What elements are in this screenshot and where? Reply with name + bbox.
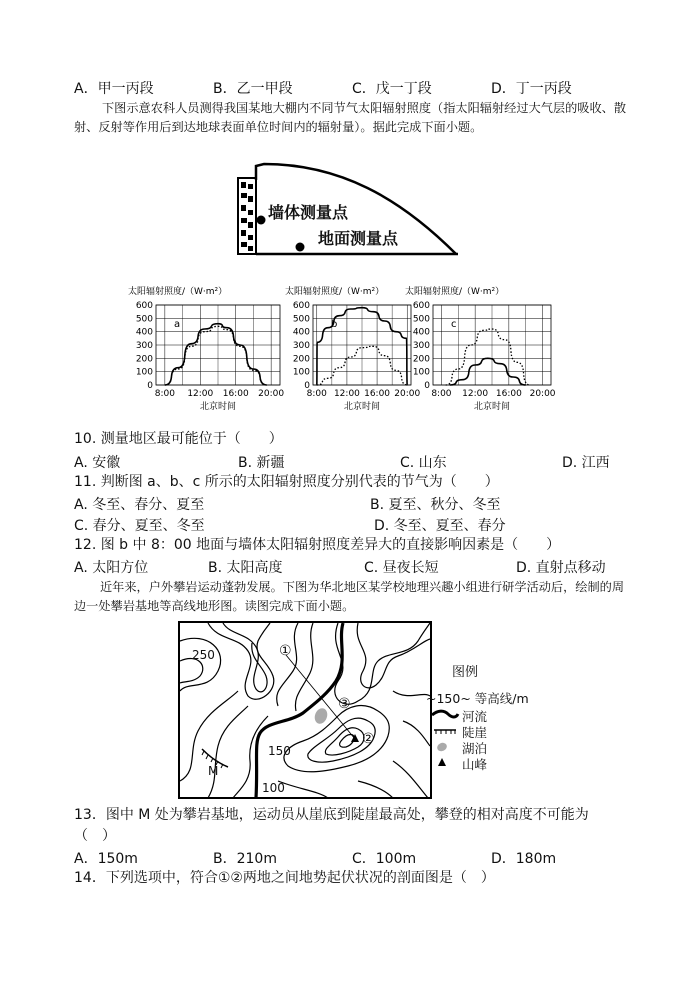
y-tick-label: 300 bbox=[412, 341, 430, 351]
x-tick-label: 12:00 bbox=[333, 389, 360, 399]
y-tick-label: 400 bbox=[412, 327, 430, 338]
legend-lake: 湖泊 bbox=[462, 741, 488, 756]
panel-label: a bbox=[174, 319, 181, 330]
q10-option-c: C. 山东 bbox=[400, 455, 447, 471]
x-tick-label: 20:00 bbox=[394, 389, 421, 399]
y-tick-label: 200 bbox=[135, 354, 153, 365]
point-1: ① bbox=[279, 643, 292, 659]
q11-option-c: C. 春分、夏至、冬至 bbox=[74, 518, 205, 534]
ground-measure-label: 地面测量点 bbox=[318, 229, 399, 248]
y-tick-label: 0 bbox=[147, 381, 153, 391]
q13-option-b: B．210m bbox=[213, 851, 277, 867]
q9-option-b: B．乙一甲段 bbox=[213, 81, 293, 97]
q13-paren: （ ） bbox=[74, 828, 116, 844]
q13-option-a: A．150m bbox=[74, 851, 138, 867]
label-m: M bbox=[208, 764, 219, 778]
wall-measure-label: 墙体测量点 bbox=[268, 203, 349, 222]
y-tick-label: 500 bbox=[135, 314, 153, 325]
x-tick-label: 16:00 bbox=[364, 389, 391, 399]
chart-ylabel: 太阳辐射照度/（W·m²） bbox=[405, 287, 505, 297]
panel-label: c bbox=[451, 319, 457, 330]
x-tick-label: 16:00 bbox=[222, 389, 249, 399]
y-tick-label: 0 bbox=[424, 381, 430, 391]
legend-symbols bbox=[430, 706, 460, 770]
x-tick-label: 8:00 bbox=[431, 389, 452, 399]
q13-stem: 13．图中 M 处为攀岩基地，运动员从崖底到陡崖最高处，攀登的相对高度不可能为 bbox=[74, 807, 589, 823]
q12-option-a: A. 太阳方位 bbox=[74, 560, 149, 576]
q10-stem: 10. 测量地区最可能位于（ ） bbox=[74, 431, 283, 447]
radiation-charts bbox=[0, 0, 696, 420]
chart-ylabel: 太阳辐射照度/（W·m²） bbox=[128, 287, 228, 297]
chart-xlabel: 北京时间 bbox=[343, 402, 381, 412]
series-dotted bbox=[165, 326, 267, 385]
q11-option-b: B. 夏至、秋分、冬至 bbox=[370, 497, 501, 513]
y-tick-label: 600 bbox=[292, 301, 310, 311]
q10-option-a: A. 安徽 bbox=[74, 455, 121, 471]
x-tick-label: 8:00 bbox=[154, 389, 175, 399]
x-tick-label: 12:00 bbox=[187, 389, 214, 399]
y-tick-label: 400 bbox=[292, 327, 310, 338]
y-tick-label: 100 bbox=[292, 367, 310, 378]
contour-label-150: 150 bbox=[268, 744, 291, 758]
contour-label-250: 250 bbox=[192, 648, 215, 662]
y-tick-label: 300 bbox=[135, 341, 153, 351]
chart-a bbox=[126, 283, 284, 411]
intro-paragraph-2: 近年来，户外攀岩运动蓬勃发展。下图为华北地区某学校地理兴趣小组进行研学活动后，绘制的周边一处攀岩基地等高线地形图。读图完成下面小题。 bbox=[74, 580, 625, 613]
q12-option-c: C. 昼夜长短 bbox=[364, 560, 439, 576]
q12-option-b: B. 太阳高度 bbox=[208, 560, 283, 576]
x-tick-label: 20:00 bbox=[258, 389, 285, 399]
y-tick-label: 300 bbox=[292, 341, 310, 351]
x-tick-label: 16:00 bbox=[495, 389, 522, 399]
q9-option-a: A．甲一丙段 bbox=[74, 81, 154, 97]
x-tick-label: 20:00 bbox=[529, 389, 556, 399]
q10-option-d: D. 江西 bbox=[562, 455, 610, 471]
q14-stem: 14．下列选项中，符合①②两地之间地势起伏状况的剖面图是（ ） bbox=[74, 870, 495, 886]
contour-label-100: 100 bbox=[262, 781, 285, 795]
legend-contour: ~150~ 等高线/m bbox=[426, 691, 529, 706]
q11-option-d: D. 冬至、夏至、春分 bbox=[374, 518, 506, 534]
chart-xlabel: 北京时间 bbox=[199, 402, 237, 412]
legend-peak: 山峰 bbox=[462, 757, 488, 772]
chart-c bbox=[403, 283, 555, 411]
y-tick-label: 100 bbox=[135, 367, 153, 378]
q12-stem: 12. 图 b 中 8：00 地面与墙体太阳辐射照度差异大的直接影响因素是（ ） bbox=[74, 537, 561, 553]
y-tick-label: 500 bbox=[292, 314, 310, 325]
intro-paragraph-1: 下图示意农科人员测得我国某地大棚内不同节气太阳辐射照度（指太阳辐射经过大气层的吸收、散射、反射等作用后到达地球表面单位时间内的辐射量）。据此完成下面小题。 bbox=[74, 101, 627, 134]
q11-option-a: A. 冬至、春分、夏至 bbox=[74, 497, 205, 513]
point-2: ② bbox=[362, 731, 375, 747]
point-3: ③ bbox=[338, 696, 351, 712]
panel-label: b bbox=[331, 319, 338, 330]
y-tick-label: 600 bbox=[135, 301, 153, 311]
y-tick-label: 200 bbox=[412, 354, 430, 365]
legend-title: 图例 bbox=[452, 665, 479, 680]
y-tick-label: 600 bbox=[412, 301, 430, 311]
y-tick-label: 500 bbox=[412, 314, 430, 325]
series-solid bbox=[165, 324, 267, 385]
q10-option-b: B. 新疆 bbox=[238, 455, 285, 471]
q9-option-d: D．丁一丙段 bbox=[491, 81, 572, 97]
chart-b bbox=[283, 283, 421, 412]
y-tick-label: 0 bbox=[304, 381, 310, 391]
q13-option-d: D．180m bbox=[491, 851, 557, 867]
y-tick-label: 100 bbox=[412, 367, 430, 378]
q11-stem: 11. 判断图 a、b、c 所示的太阳辐射照度分别代表的节气为（ ） bbox=[74, 474, 499, 490]
legend-river: 河流 bbox=[462, 709, 488, 724]
chart-xlabel: 北京时间 bbox=[473, 402, 511, 412]
x-tick-label: 8:00 bbox=[306, 389, 327, 399]
y-tick-label: 200 bbox=[292, 354, 310, 365]
legend-cliff: 陡崖 bbox=[462, 725, 488, 740]
x-tick-label: 12:00 bbox=[462, 389, 489, 399]
q9-option-c: C．戊一丁段 bbox=[352, 81, 432, 97]
chart-ylabel: 太阳辐射照度/（W·m²） bbox=[285, 287, 385, 297]
y-tick-label: 400 bbox=[135, 327, 153, 338]
q13-option-c: C．100m bbox=[352, 851, 417, 867]
q12-option-d: D. 直射点移动 bbox=[516, 560, 606, 576]
